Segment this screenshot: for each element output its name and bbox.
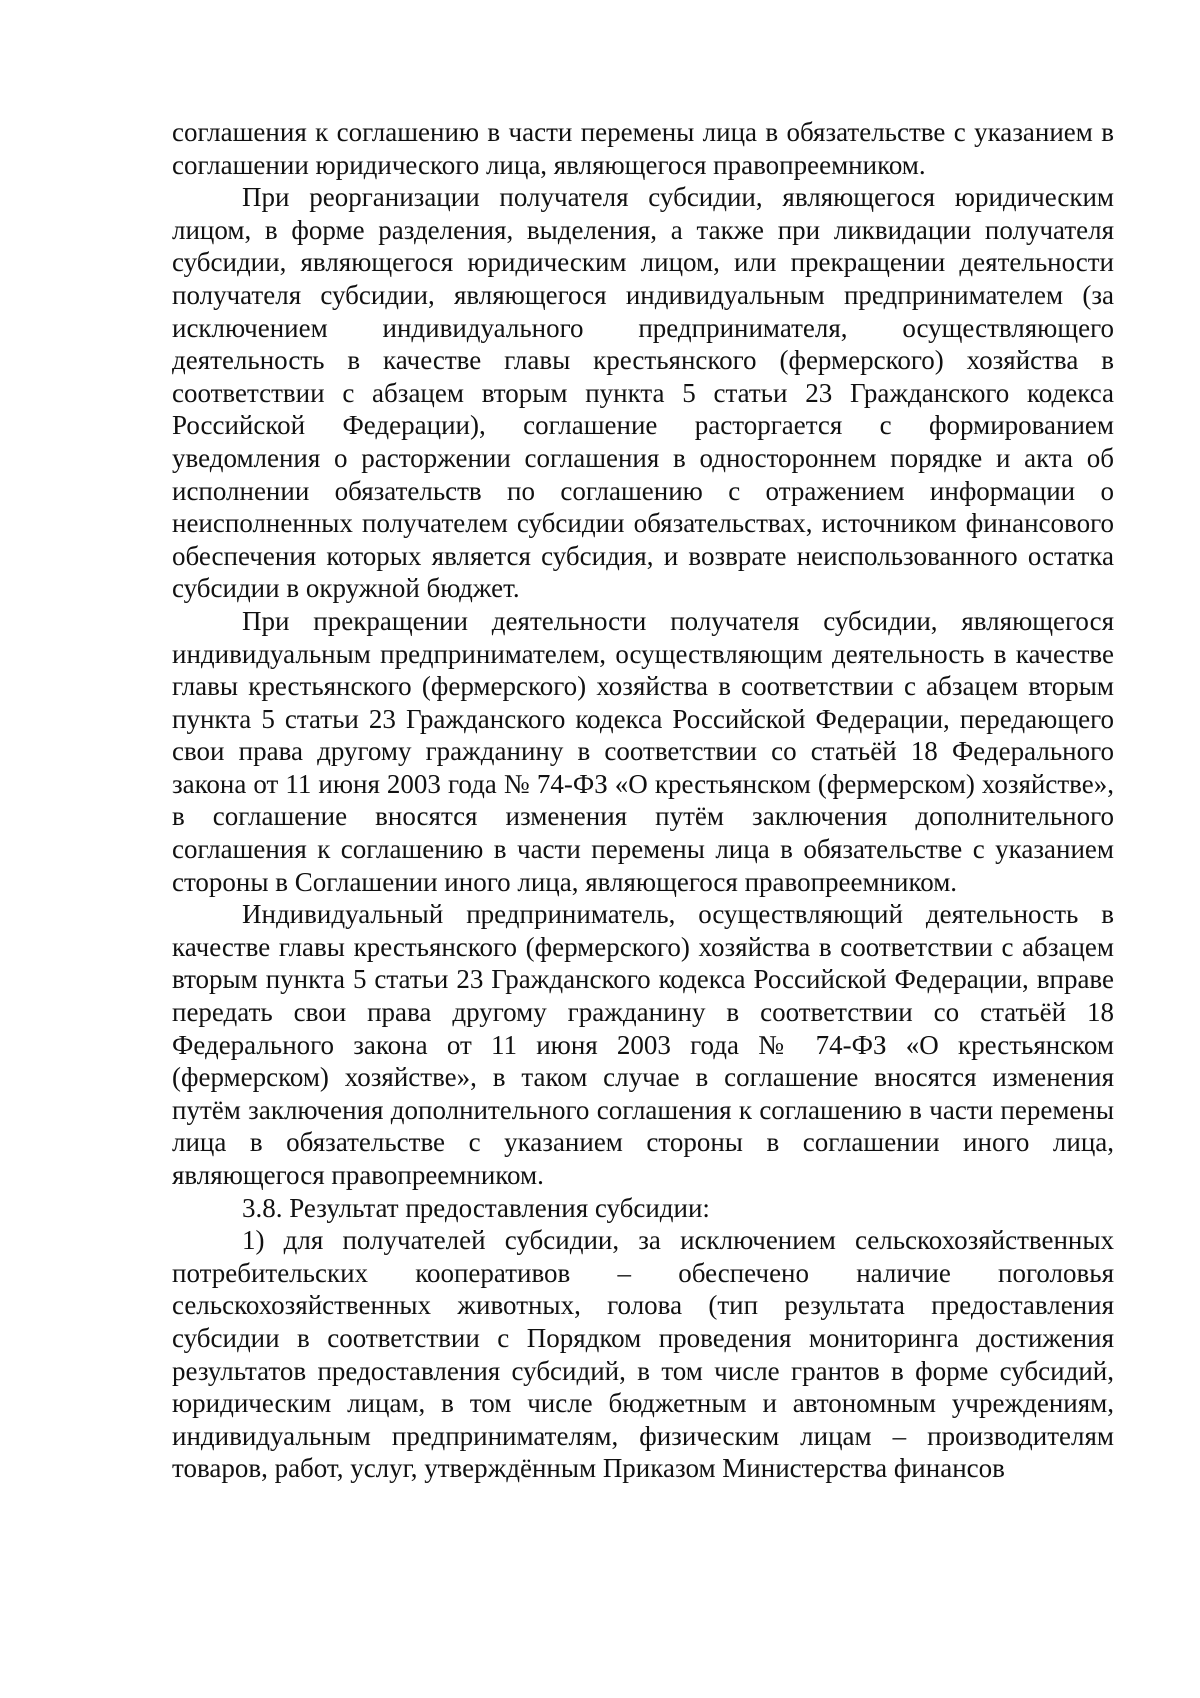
paragraph-termination-ip: При прекращении деятельности получателя субсидии, являющегося индивидуальным предпринимателем, осуществляющим деятельность в качестве главы крестьянского (фермерского) хозяйства в соответствии с абзацем вторым пункта 5 статьи 23 Гражданского кодекса Российской Федерации, передающего свои права другому гражданину в соответствии со статьёй 18 Федерального закона от 11 июня 2003 года № 74-ФЗ «О крестьянском (фермерском) хозяйстве», в соглашение вносятся изменения путём заключения дополнительного соглашения к соглашению в части перемены лица в обязательстве с указанием стороны в Соглашении иного лица, являющегося правопреемником. <box>172 605 1114 897</box>
document-body <box>172 116 1114 1485</box>
list-item-1: 1) для получателей субсидии, за исключением сельскохозяйственных потребительских кооперативов – обеспечено наличие поголовья сельскохозяйственных животных, голова (тип результата предоставления субсидии в соответствии с Порядком проведения мониторинга достижения результатов предоставления субсидий, в том числе грантов в форме субсидий, юридическим лицам, в том числе бюджетным и автономным учреждениям, индивидуальным предпринимателям, физическим лицам – производителям товаров, работ, услуг, утверждённым Приказом Министерства финансов <box>172 1225 1114 1484</box>
paragraph-rights-transfer: Индивидуальный предприниматель, осуществляющий деятельность в качестве главы крестьянского (фермерского) хозяйства в соответствии с абзацем вторым пункта 5 статьи 23 Гражданского кодекса Российской Федерации, вправе передать свои права другому гражданину в соответствии со статьёй 18 Федерального закона от 11 июня 2003 года № 74-ФЗ «О крестьянском (фермерском) хозяйстве», в таком случае в соглашение вносятся изменения путём заключения дополнительного соглашения к соглашению в части перемены лица в обязательстве с указанием стороны в соглашении иного лица, являющегося правопреемником. <box>172 899 1114 1190</box>
section-heading-3-8: 3.8. Результат предоставления субсидии: <box>242 1192 710 1223</box>
paragraph-reorganization: При реорганизации получателя субсидии, являющегося юридическим лицом, в форме разделения, выделения, а также при ликвидации получателя субсидии, являющегося юридическим лицом, или прекращении деятельности получателя субсидии, являющегося индивидуальным предпринимателем (за исключением индивидуального предпринимателя, осуществляющего деятельность в качестве главы крестьянского (фермерского) хозяйства в соответствии с абзацем вторым пункта 5 статьи 23 Гражданского кодекса Российской Федерации), соглашение расторгается с формированием уведомления о расторжении соглашения в одностороннем порядке и акта об исполнении обязательств по соглашению с отражением информации о неисполненных получателем субсидии обязательствах, источником финансового обеспечения которых является субсидия, и возврате неиспользованного остатка субсидии в окружной бюджет. <box>172 182 1114 604</box>
paragraph-continuation: соглашения к соглашению в части перемены лица в обязательстве с указанием в соглашении юридического лица, являющегося правопреемником. <box>172 117 1114 180</box>
